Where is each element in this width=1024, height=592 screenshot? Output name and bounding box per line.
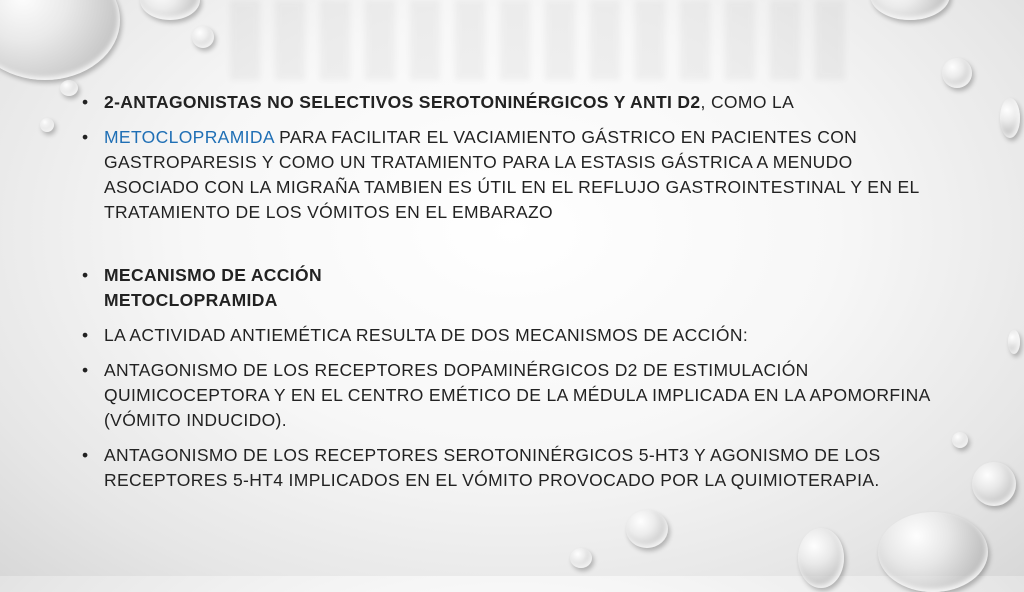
bullet-icon: • [82, 92, 89, 112]
drug-name-highlight: METOCLOPRAMIDA [104, 127, 274, 147]
water-drop-decoration [942, 58, 972, 88]
slide-content [82, 90, 942, 503]
faded-watermark-decoration [230, 0, 850, 80]
section-subheading: METOCLOPRAMIDA [104, 290, 278, 310]
bullet-icon: • [82, 325, 89, 345]
bullet-item [82, 323, 942, 348]
item-text: LA ACTIVIDAD ANTIEMÉTICA RESULTA DE DOS MECANISMOS DE ACCIÓN: [104, 325, 749, 345]
item-heading: 2-ANTAGONISTAS NO SELECTIVOS SEROTONINÉRGICOS Y ANTI D2 [104, 92, 701, 112]
water-drop-decoration [140, 0, 200, 20]
bullet-icon: • [82, 265, 89, 285]
water-drop-decoration [952, 432, 968, 448]
water-drop-decoration [870, 0, 950, 20]
bullet-icon: • [82, 445, 89, 465]
bullet-icon: • [82, 360, 89, 380]
bullet-item [82, 125, 942, 225]
water-drop-decoration [1000, 98, 1020, 138]
item-text: , COMO LA [700, 92, 795, 112]
section-heading: MECANISMO DE ACCIÓN [104, 265, 322, 285]
water-drop-decoration [192, 26, 214, 48]
item-text: ANTAGONISMO DE LOS RECEPTORES DOPAMINÉRGICOS D2 DE ESTIMULACIÓN QUIMICOCEPTORA Y EN EL CENTRO EMÉTICO DE LA MÉDULA IMPLICADA EN LA APOMORFINA (VÓMITO INDUCIDO). [104, 360, 930, 430]
bullet-item [82, 90, 942, 115]
bullet-icon: • [82, 127, 89, 147]
water-drop-decoration [798, 528, 844, 588]
water-drop-decoration [570, 548, 592, 568]
bullet-item [82, 358, 942, 433]
water-drop-decoration [626, 510, 668, 548]
water-drop-decoration [40, 118, 54, 132]
item-text: PARA FACILITAR EL VACIAMIENTO GÁSTRICO EN PACIENTES CON GASTROPARESIS Y COMO UN TRATAMIENTO PARA LA ESTASIS GÁSTRICA A MENUDO ASOCIADO CON LA MIGRAÑA TAMBIEN ES ÚTIL EN EL REFLUJO GASTROINTESTINAL Y EN EL TRATAMIENTO DE LOS VÓMITOS EN EL EMBARAZO [104, 127, 919, 222]
water-drop-decoration [0, 0, 120, 80]
bullet-item [82, 443, 942, 493]
bullet-item [82, 263, 942, 313]
water-drop-decoration [972, 462, 1016, 506]
water-drop-decoration [878, 512, 988, 592]
water-drop-decoration [1008, 330, 1020, 354]
item-text: ANTAGONISMO DE LOS RECEPTORES SEROTONINÉRGICOS 5-HT3 Y AGONISMO DE LOS RECEPTORES 5-HT4 IMPLICADOS EN EL VÓMITO PROVOCADO POR LA QUIMIOTERAPIA. [104, 445, 881, 490]
water-drop-decoration [60, 80, 78, 96]
